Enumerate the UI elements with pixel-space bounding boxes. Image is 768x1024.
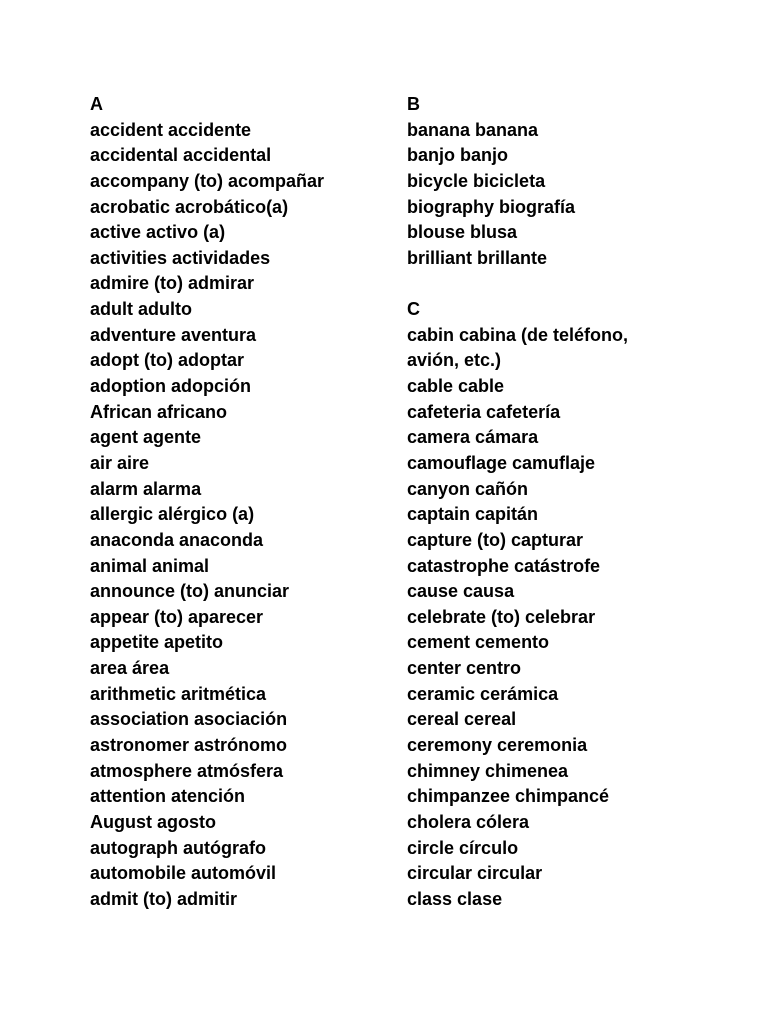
vocab-entry: camouflage camuflaje <box>407 452 596 473</box>
vocab-entry: brilliant brillante <box>407 247 548 268</box>
vocab-entry: center centro <box>407 658 522 679</box>
vocab-entry: bicycle bicicleta <box>407 170 546 191</box>
vocab-entry: adopt (to) adoptar <box>90 350 244 371</box>
vocab-entry: camera cámara <box>407 427 539 448</box>
vocab-entry: cable cable <box>407 376 505 397</box>
vocab-entry: accident accidente <box>90 119 252 140</box>
vocab-entry: cement cemento <box>407 632 550 653</box>
vocab-entry: cereal cereal <box>407 709 517 730</box>
vocab-entry: admire (to) admirar <box>90 273 255 294</box>
vocab-entry: acrobatic acrobático(a) <box>90 196 289 217</box>
vocab-entry: air aire <box>90 452 150 473</box>
vocab-entry: cafeteria cafetería <box>407 401 561 422</box>
vocab-entry: appear (to) aparecer <box>90 606 264 627</box>
vocab-entry: celebrate (to) celebrar <box>407 606 596 627</box>
vocab-entry: announce (to) anunciar <box>90 581 290 602</box>
vocab-entry: atmosphere atmósfera <box>90 760 284 781</box>
vocab-entry: African africano <box>90 401 228 422</box>
vocab-entry: automobile automóvil <box>90 863 277 884</box>
vocab-entry: avión, etc.) <box>407 350 502 371</box>
vocab-entry: active activo (a) <box>90 222 226 243</box>
vocab-entry: cause causa <box>407 581 515 602</box>
left-column <box>90 92 400 913</box>
section-spacer <box>407 271 737 297</box>
vocab-entry: animal animal <box>90 555 210 576</box>
vocab-entry: biography biografía <box>407 196 576 217</box>
vocab-entry: class clase <box>407 888 503 909</box>
vocab-entry: adoption adopción <box>90 376 251 397</box>
vocab-entry: attention atención <box>90 786 246 807</box>
right-column <box>407 92 737 913</box>
vocab-entry: agent agente <box>90 427 202 448</box>
vocab-entry: cholera cólera <box>407 811 530 832</box>
vocab-entry: adult adulto <box>90 299 192 320</box>
vocab-entry: alarm alarma <box>90 478 202 499</box>
vocab-entry: arithmetic aritmética <box>90 683 267 704</box>
vocab-entry: circular circular <box>407 863 543 884</box>
section-heading-a: A <box>90 94 103 114</box>
vocab-entry: banana banana <box>407 119 539 140</box>
vocab-entry: banjo banjo <box>407 145 508 166</box>
vocab-entry: accompany (to) acompañar <box>90 170 325 191</box>
vocab-entry: chimpanzee chimpancé <box>407 786 610 807</box>
vocab-entry: cabin cabina (de teléfono, <box>407 324 629 345</box>
vocab-entry: autograph autógrafo <box>90 837 266 858</box>
vocab-entry: catastrophe catástrofe <box>407 555 601 576</box>
vocab-entry: anaconda anaconda <box>90 529 264 550</box>
vocab-entry: circle círculo <box>407 837 519 858</box>
vocab-entry: capture (to) capturar <box>407 529 584 550</box>
vocab-entry: allergic alérgico (a) <box>90 504 255 525</box>
vocab-entry: astronomer astrónomo <box>90 735 288 756</box>
vocab-entry: adventure aventura <box>90 324 257 345</box>
vocab-entry: canyon cañón <box>407 478 529 499</box>
vocab-entry: accidental accidental <box>90 145 272 166</box>
section-heading-b: B <box>407 94 420 114</box>
vocab-entry: captain capitán <box>407 504 539 525</box>
vocab-entry: blouse blusa <box>407 222 518 243</box>
vocab-entry: ceremony ceremonia <box>407 735 588 756</box>
vocab-entry: area área <box>90 658 170 679</box>
vocab-entry: activities actividades <box>90 247 271 268</box>
vocab-entry: chimney chimenea <box>407 760 569 781</box>
vocab-entry: appetite apetito <box>90 632 224 653</box>
vocab-entry: association asociación <box>90 709 288 730</box>
vocab-entry: August agosto <box>90 811 216 832</box>
section-heading-c: C <box>407 299 420 320</box>
vocab-entry: admit (to) admitir <box>90 888 237 909</box>
vocab-entry: ceramic cerámica <box>407 683 559 704</box>
